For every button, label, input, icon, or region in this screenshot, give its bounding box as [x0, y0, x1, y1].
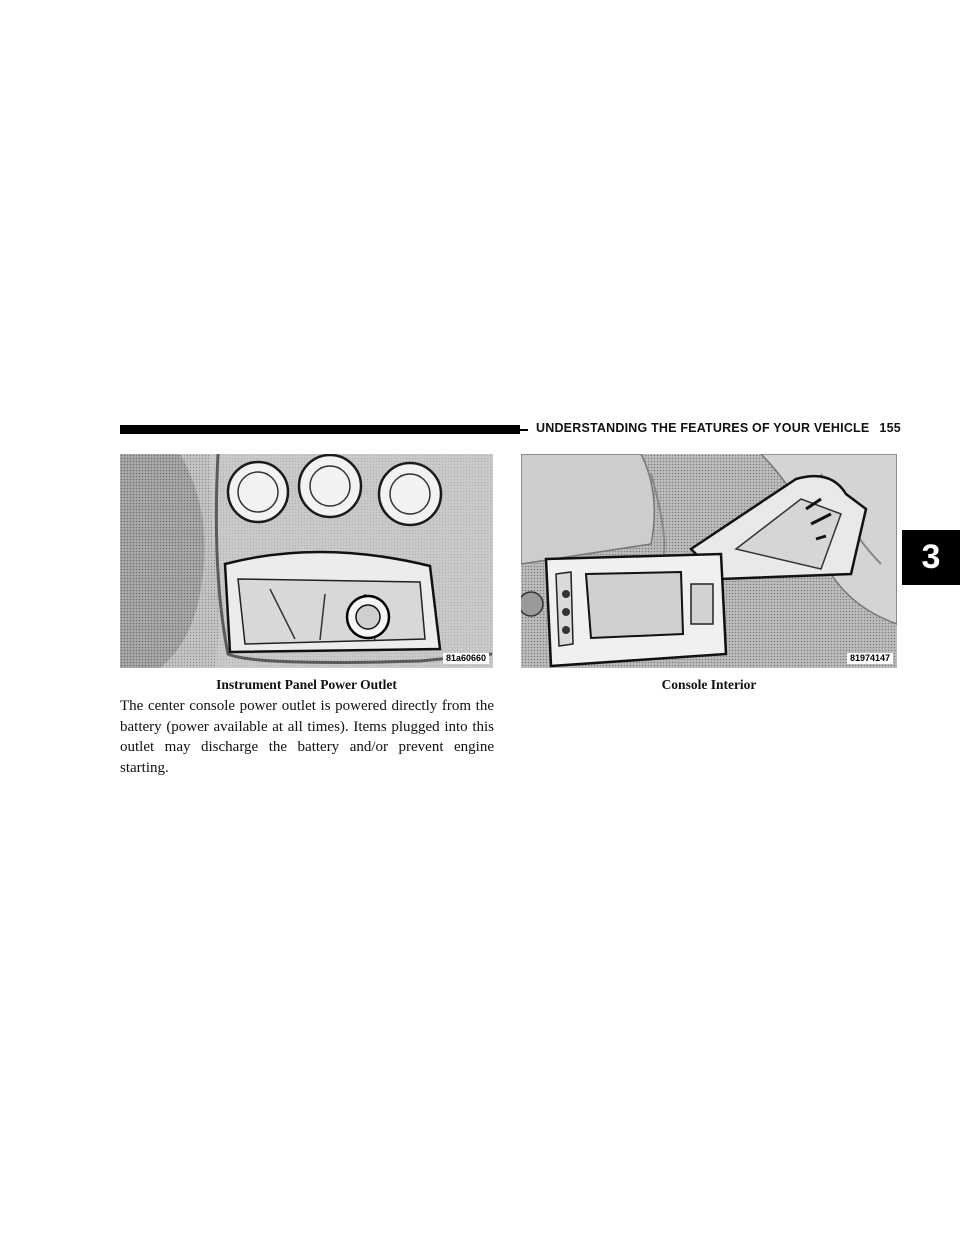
header-rule: [120, 425, 520, 434]
figure-caption: Console Interior: [661, 677, 757, 692]
figure-console-interior: [521, 454, 897, 668]
figure-code: 81974147: [847, 653, 893, 664]
console-interior-illustration: [521, 454, 897, 668]
running-head: [536, 421, 901, 435]
page-number: 155: [879, 421, 901, 435]
instrument-panel-illustration: [120, 454, 493, 668]
body-paragraph: The center console power outlet is powered directly from the battery (power available at all times). Items plugged into this outlet may discharge the battery and/or prevent engine starting.: [120, 698, 494, 776]
figure-instrument-panel-outlet: [120, 454, 493, 668]
section-title: UNDERSTANDING THE FEATURES OF YOUR VEHICLE: [536, 421, 870, 435]
chapter-tab: 3: [902, 530, 960, 585]
figure-caption: Instrument Panel Power Outlet: [216, 677, 397, 692]
header-rule-connector: [520, 429, 528, 431]
figure-code: 81a60660: [443, 653, 489, 664]
